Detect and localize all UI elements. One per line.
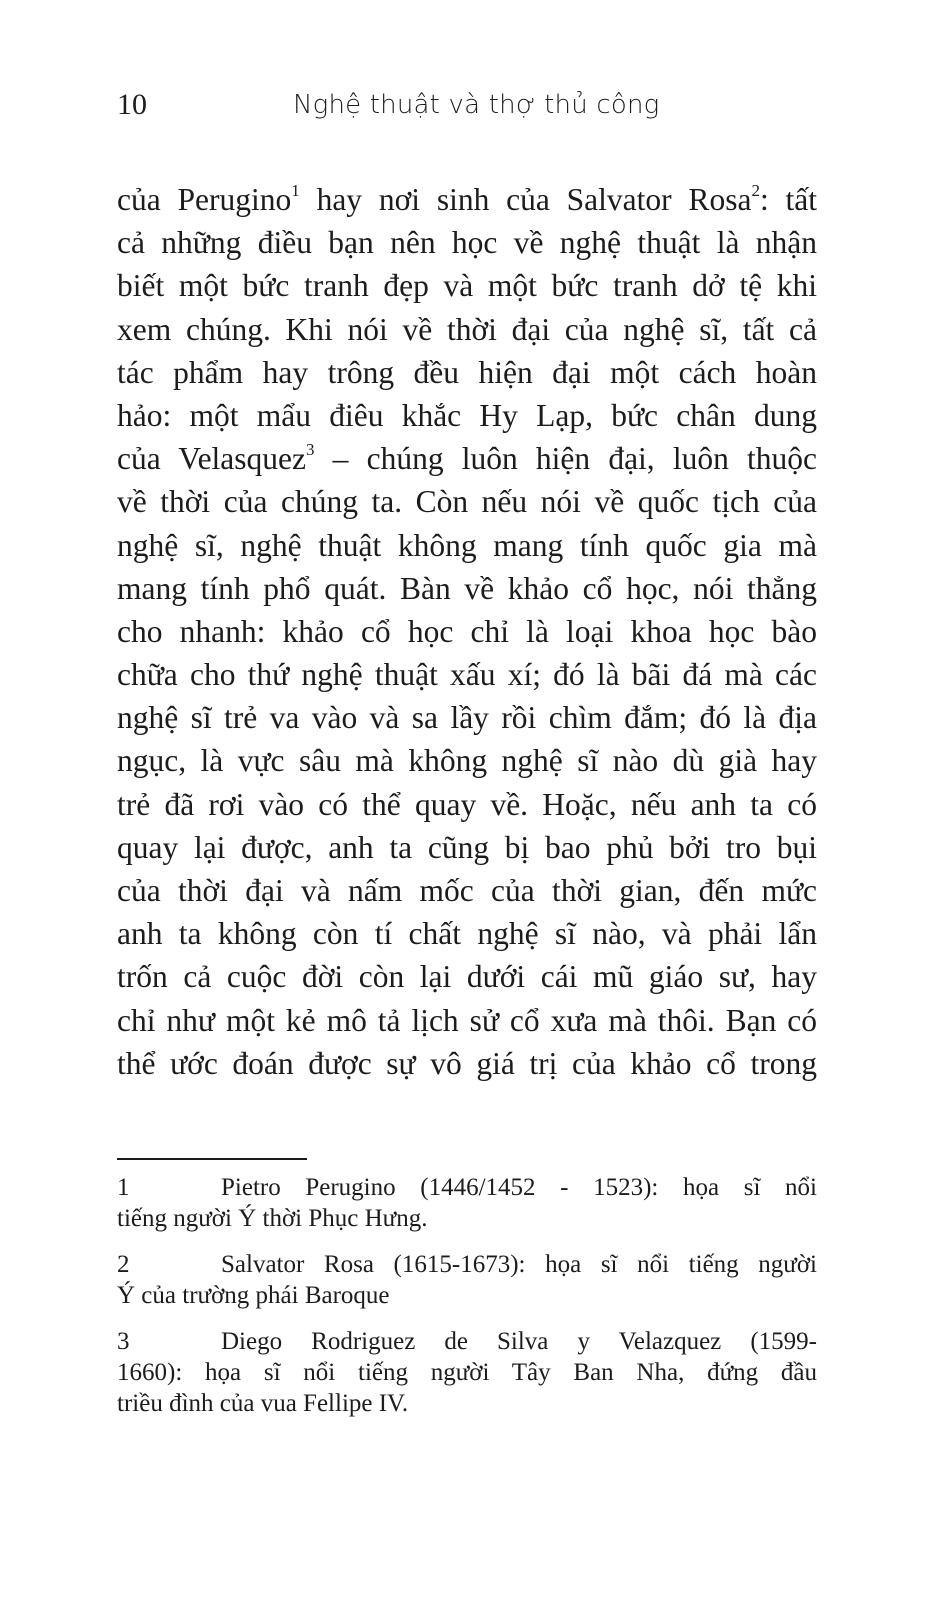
body-text-run: nghệ sĩ, nghệ thuật không mang tính quốc gia mà [117, 527, 817, 563]
body-text-run: quay lại được, anh ta cũng bị bao phủ bởi tro bụi [117, 829, 817, 865]
body-line [117, 221, 817, 264]
body-text-run: – chúng luôn hiện đại, luôn thuộc [314, 441, 817, 477]
footnote-number: 2 [117, 1251, 130, 1278]
footnote-text: Ý của trường phái Baroque [117, 1282, 390, 1309]
body-text-run: tác phẩm hay trông đều hiện đại một cách hoàn [117, 354, 817, 390]
body-line [117, 567, 817, 610]
body-line [117, 696, 817, 739]
body-line [117, 739, 817, 782]
body-text-run: của Perugino [117, 182, 292, 217]
footnote-line [117, 1203, 817, 1234]
running-header [117, 82, 817, 128]
footnote-text: Pietro Perugino (1446/1452 - 1523): họa sĩ nổi [221, 1174, 817, 1201]
body-line [117, 480, 817, 523]
body-text-run: biết một bức tranh đẹp và một bức tranh dở tệ khi [117, 268, 817, 304]
body-line [117, 351, 817, 394]
body-line [117, 955, 817, 998]
footnote-line [117, 1172, 817, 1203]
footnote-text: triều đình của vua Fellipe IV. [117, 1390, 409, 1417]
footnote-divider [117, 1158, 307, 1160]
body-text-run: về thời của chúng ta. Còn nếu nói về quốc tịch của [117, 484, 817, 520]
footnote-line [117, 1357, 817, 1388]
body-text-run: : tất [759, 182, 817, 217]
footnote-line [117, 1326, 817, 1357]
body-text-run: trốn cả cuộc đời còn lại dưới cái mũ giáo sư, hay [117, 959, 817, 995]
body-line [117, 1042, 817, 1085]
body-line [117, 826, 817, 869]
body-line [117, 524, 817, 567]
body-text-run: hay nơi sinh của Salvator Rosa [299, 182, 752, 217]
body-text-run: xem chúng. Khi nói về thời đại của nghệ sĩ, tất cả [117, 311, 817, 347]
footnote-reference[interactable]: 1 [291, 181, 300, 200]
body-text-run: nghệ sĩ trẻ va vào và sa lầy rồi chìm đắm; đó là địa [117, 700, 817, 736]
footnote-2 [117, 1249, 817, 1311]
body-line [117, 394, 817, 437]
body-line [117, 912, 817, 955]
body-text-run: hảo: một mẩu điêu khắc Hy Lạp, bức chân dung [117, 397, 817, 433]
body-line [117, 869, 817, 912]
footnote-line [117, 1280, 817, 1311]
footnote-reference[interactable]: 2 [751, 181, 760, 200]
body-text-run: mang tính phổ quát. Bàn về khảo cổ học, nói thẳng [117, 570, 817, 606]
footnote-text: tiếng người Ý thời Phục Hưng. [117, 1205, 428, 1232]
body-text-run: cho nhanh: khảo cổ học chỉ là loại khoa học bào [117, 613, 817, 649]
body-text-run: anh ta không còn tí chất nghệ sĩ nào, và phải lẩn [117, 916, 817, 952]
footnotes [117, 1172, 817, 1434]
footnote-3 [117, 1326, 817, 1419]
body-text-run: thể ước đoán được sự vô giá trị của khảo cổ trong [117, 1045, 817, 1081]
body-line [117, 610, 817, 653]
body-line [117, 264, 817, 307]
page-number: 10 [117, 88, 147, 121]
footnote-number: 1 [117, 1174, 130, 1201]
body-line [117, 308, 817, 351]
body-text-run: chữa cho thứ nghệ thuật xấu xí; đó là bãi đá mà các [117, 657, 817, 693]
body-line [117, 653, 817, 696]
body-text-run: của thời đại và nấm mốc của thời gian, đến mức [117, 873, 817, 908]
footnote-number: 3 [117, 1328, 130, 1355]
footnote-reference[interactable]: 3 [306, 440, 315, 460]
body-text-run: ngục, là vực sâu mà không nghệ sĩ nào dù già hay [117, 743, 817, 779]
footnote-line [117, 1388, 817, 1419]
body-line [117, 999, 817, 1042]
body-text-run: trẻ đã rơi vào có thể quay về. Hoặc, nếu anh ta có [117, 786, 817, 822]
body-line [117, 783, 817, 826]
footnote-text: Salvator Rosa (1615-1673): họa sĩ nổi tiếng người [221, 1251, 817, 1278]
body-text-run: cả những điều bạn nên học về nghệ thuật là nhận [117, 225, 817, 261]
body-line [117, 178, 817, 221]
body-text-run: của Velasquez [117, 441, 307, 477]
body-text [117, 178, 817, 1085]
footnote-text: 1660): họa sĩ nổi tiếng người Tây Ban Nha, đứng đầu [117, 1359, 817, 1386]
footnote-line [117, 1249, 817, 1280]
footnote-1 [117, 1172, 817, 1234]
body-line [117, 437, 817, 480]
running-title: Nghệ thuật và thợ thủ công [293, 90, 660, 120]
footnote-text: Diego Rodriguez de Silva y Velazquez (1599- [221, 1328, 817, 1355]
body-text-run: chỉ như một kẻ mô tả lịch sử cổ xưa mà thôi. Bạn có [117, 1002, 817, 1038]
